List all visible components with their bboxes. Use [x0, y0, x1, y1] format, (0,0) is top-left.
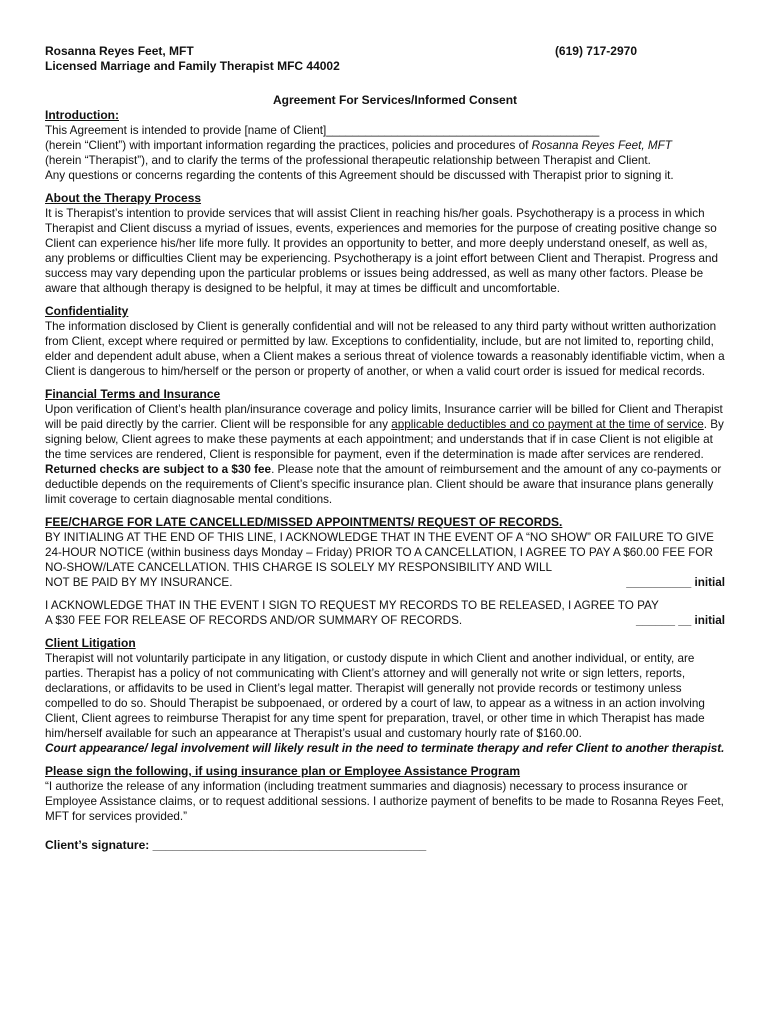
no-show-last-line: NOT BE PAID BY MY INSURANCE.	[45, 576, 233, 589]
fees-heading-text: FEE/CHARGE FOR LATE CANCELLED/MISSED APPOINTMENTS/ REQUEST OF RECORDS	[45, 515, 560, 529]
litigation-body: Therapist will not voluntarily participate in any litigation, or custody dispute in which Client and another individual, or entity, are parties. Therapist has a policy of not communicating with Client’s attorney and will generally not write or sign letters, reports, declarations, or affidavits to be used in Client’s legal matter. Therapist will generally not provide records or testimony unless compelled to do so. Should Therapist be subpoenaed, or ordered by a court of law, to appear as a witness in an action involving Client, Client agrees to reimburse Therapist for any time spent for preparation, travel, or other time in which Therapist has made him/herself available for such an appearance at Therapist’s usual and customary hourly rate of $160.00.	[45, 652, 705, 740]
financial-body	[45, 402, 725, 507]
document-title: Agreement For Services/Informed Consent	[272, 93, 518, 107]
financial-text-3: . By signing below, Client agrees to make these payments at each appointment; and understands that if in case Client is not eligible at the time services are rendered, Client is responsible for payment, even if the determination is made after services are rendered.	[45, 418, 724, 461]
letterhead	[45, 44, 725, 59]
license-line: Licensed Marriage and Family Therapist MFC 44002	[45, 59, 340, 73]
records-initial-field[interactable]: ______ __ initial	[635, 614, 725, 627]
no-show-initial-field[interactable]: __________ initial	[626, 576, 725, 589]
records-initial-row	[45, 613, 725, 628]
no-show-initial-row	[45, 575, 725, 590]
fees-heading-suffix: .	[559, 515, 563, 529]
confidentiality-body: The information disclosed by Client is generally confidential and will not be released to any third party without written authorization from Client, except where required or permitted by law. Exceptions to confidentiality, include, but are not limited to, reporting child, elder and dependent adult abuse, when a Client makes a serious threat of violence towards a reasonably identifiable victim, when a Client is dangerous to him/herself or the person or property of another, or when a valid court order is issued for medical records.	[45, 320, 725, 378]
confidentiality-heading: Confidentiality	[45, 304, 129, 318]
intro-line-1: This Agreement is intended to provide [name of Client]__________________________________________	[45, 124, 600, 137]
phone-number: (619) 717-2970	[554, 44, 637, 58]
introduction-heading: Introduction:	[45, 108, 119, 122]
records-paragraph: I ACKNOWLEDGE THAT IN THE EVENT I SIGN TO REQUEST MY RECORDS TO BE RELEASED, I AGREE TO PAY	[45, 599, 659, 612]
therapist-name: Rosanna Reyes Feet, MFT	[45, 44, 194, 58]
intro-therapist-name: Rosanna Reyes Feet, MFT	[531, 139, 672, 152]
litigation-heading: Client Litigation	[45, 636, 136, 650]
no-show-paragraph: BY INITIALING AT THE END OF THIS LINE, I ACKNOWLEDGE THAT IN THE EVENT OF A “NO SHOW” OR FAILURE TO GIVE 24-HOUR NOTICE (within business days Monday – Friday) PRIOR TO A CANCELLATION, I AGREE TO PAY A $60.00 FEE FOR NO-SHOW/LATE CANCELLATION. THIS CHARGE IS SOLELY MY RESPONSIBILITY AND WILL	[45, 531, 714, 574]
financial-text-5: . Please note that the amount of reimbursement and the amount of any co-payments or deductible depends on the requirements of Client’s specific insurance plan. Client should be aware that insurance plans generally limit coverage to certain diagnosable mental conditions.	[45, 463, 722, 506]
intro-line-3: (herein “Therapist”), and to clarify the terms of the professional therapeutic relationship between Therapist and Client.	[45, 154, 651, 167]
insurance-auth-body: “I authorize the release of any information (including treatment summaries and diagnosis) necessary to process insurance or Employee Assistance claims, or to request additional sessions. I authorize payment of benefits to be made to Rosanna Reyes Feet, MFT for services provided.”	[45, 780, 724, 823]
records-last-line: A $30 FEE FOR RELEASE OF RECORDS AND/OR SUMMARY OF RECORDS.	[45, 614, 463, 627]
document-page	[45, 44, 725, 853]
insurance-auth-heading: Please sign the following, if using insurance plan or Employee Assistance Program	[45, 764, 521, 778]
therapy-heading: About the Therapy Process	[45, 191, 202, 205]
intro-line-2	[45, 138, 725, 153]
intro-line-2-text: (herein “Client”) with important information regarding the practices, policies and procedures of	[45, 139, 532, 152]
intro-line-4: Any questions or concerns regarding the contents of this Agreement should be discussed with Therapist prior to signing it.	[45, 169, 674, 182]
returned-checks-fee: Returned checks are subject to a $30 fee	[45, 463, 272, 476]
financial-text-1: Upon verification of Client’s health plan/insurance coverage and policy limits, Insurance carrier will be billed for Client and Therapist will be paid directly by the carrier. Client will be responsible for any	[45, 403, 723, 431]
therapy-body: It is Therapist’s intention to provide services that will assist Client in reaching his/her goals. Psychotherapy is a process in which Therapist and Client discuss a myriad of issues, events, experiences and memories for the purpose of creating positive change so Client can experience his/her life more fully. It provides an opportunity to better, and more deeply understand oneself, as well as, any problems or difficulties Client may be experiencing. Psychotherapy is a joint effort between Client and Therapist. Progress and success may vary depending upon the particular problems or issues being addressed, as well as many other factors. Please be aware that although therapy is designed to be helpful, it may at times be difficult and uncomfortable.	[45, 207, 719, 295]
client-signature-field[interactable]: Client’s signature: _________________________________________	[45, 838, 427, 852]
financial-deductibles: applicable deductibles and co payment at the time of service	[391, 418, 704, 431]
court-warning: Court appearance/ legal involvement will likely result in the need to terminate therapy and refer Client to another therapist.	[45, 742, 725, 755]
fees-heading	[45, 515, 725, 530]
financial-heading: Financial Terms and Insurance	[45, 387, 221, 401]
